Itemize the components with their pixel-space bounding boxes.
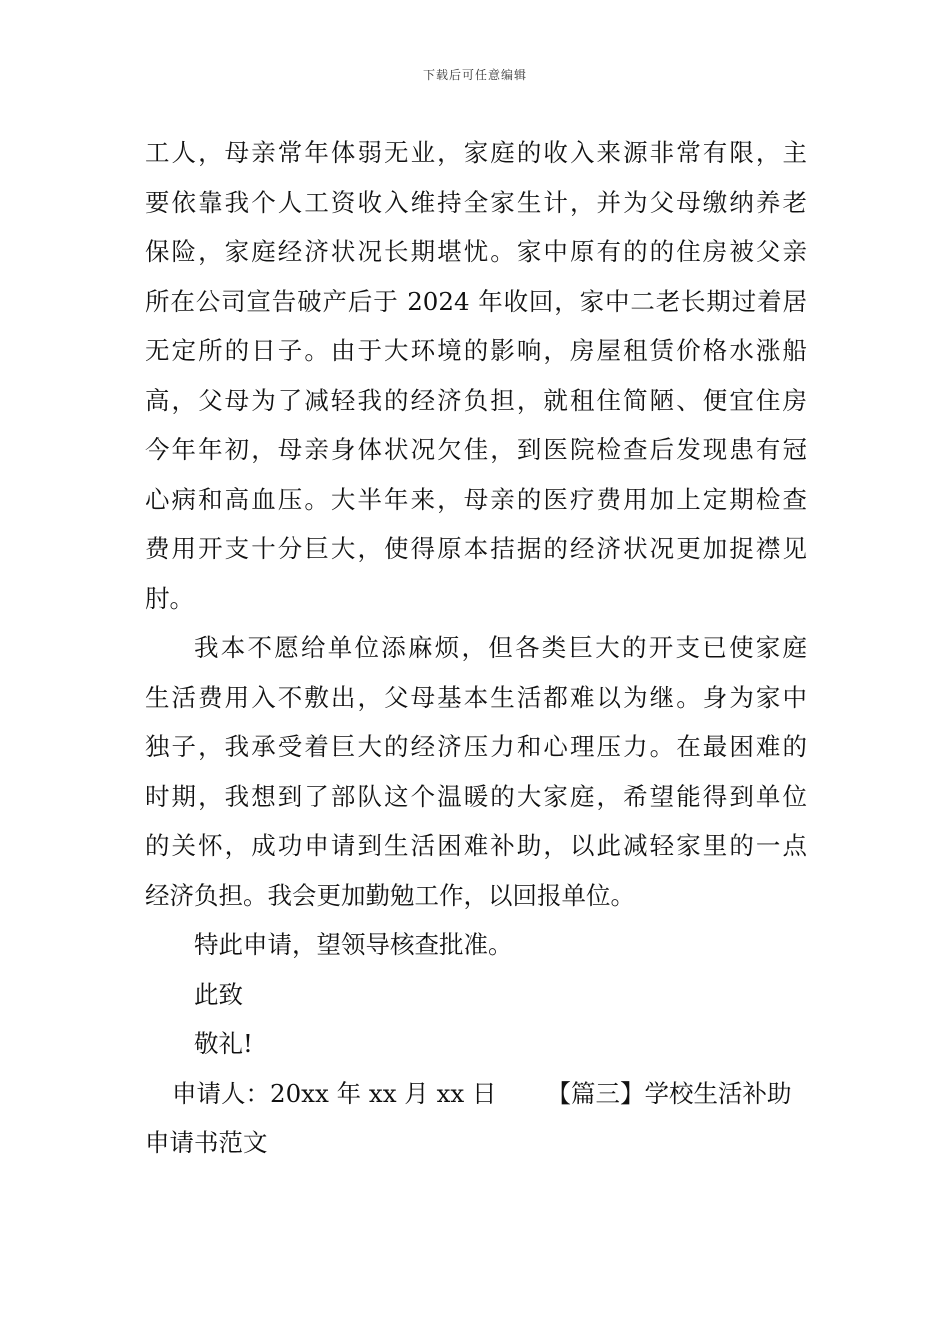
paragraph-line: 工人，母亲常年体弱无业，家庭的收入来源非常有限，主	[145, 138, 807, 167]
paragraph-line: 费用开支十分巨大，使得原本拮据的经济状况更加捉襟见	[145, 534, 807, 563]
page-header-note: 下载后可任意编辑	[422, 68, 527, 82]
signature-line	[145, 1069, 807, 1119]
section-title: 【篇三】学校生活补助	[546, 1078, 792, 1108]
paragraph-line: 的关怀，成功申请到生活困难补助，以此减轻家里的一点	[145, 831, 807, 860]
paragraph-line: 独子，我承受着巨大的经济压力和心理压力。在最困难的	[145, 732, 807, 761]
paragraph-line: 时期，我想到了部队这个温暖的大家庭，希望能得到单位	[145, 781, 807, 811]
closing-request-line: 特此申请，望领导核查批准。	[194, 930, 513, 959]
paragraph-line: 生活费用入不敷出，父母基本生活都难以为继。身为家中	[145, 682, 807, 712]
paragraph-line: 经济负担。我会更加勤勉工作，以回报单位。	[145, 880, 635, 910]
paragraph-line: 保险，家庭经济状况长期堪忧。家中原有的的住房被父亲	[145, 237, 807, 266]
paragraph-line: 我本不愿给单位添麻烦，但各类巨大的开支已使家庭	[194, 633, 807, 662]
paragraph-line: 今年年初，母亲身体状况欠佳，到医院检查后发现患有冠	[145, 435, 807, 464]
paragraph-line: 心病和高血压。大半年来，母亲的医疗费用加上定期检查	[145, 484, 807, 514]
document-body	[145, 128, 807, 1168]
applicant-date: 申请人：20xx 年 xx 月 xx 日	[172, 1078, 497, 1108]
salutation-line: 敬礼!	[194, 1029, 253, 1058]
paragraph-line: 所在公司宣告破产后于 2024 年收回，家中二老长期过着居	[145, 286, 807, 316]
salutation-line: 此致	[194, 979, 243, 1009]
paragraph-line: 高，父母为了减轻我的经济负担，就租住简陋、便宜住房	[145, 385, 807, 415]
paragraph-line: 肘。	[145, 583, 194, 613]
paragraph-line: 无定所的日子。由于大环境的影响，房屋租赁价格水涨船	[145, 336, 807, 365]
section-title-continued: 申请书范文	[145, 1128, 268, 1157]
paragraph-line: 要依靠我个人工资收入维持全家生计，并为父母缴纳养老	[145, 187, 807, 217]
